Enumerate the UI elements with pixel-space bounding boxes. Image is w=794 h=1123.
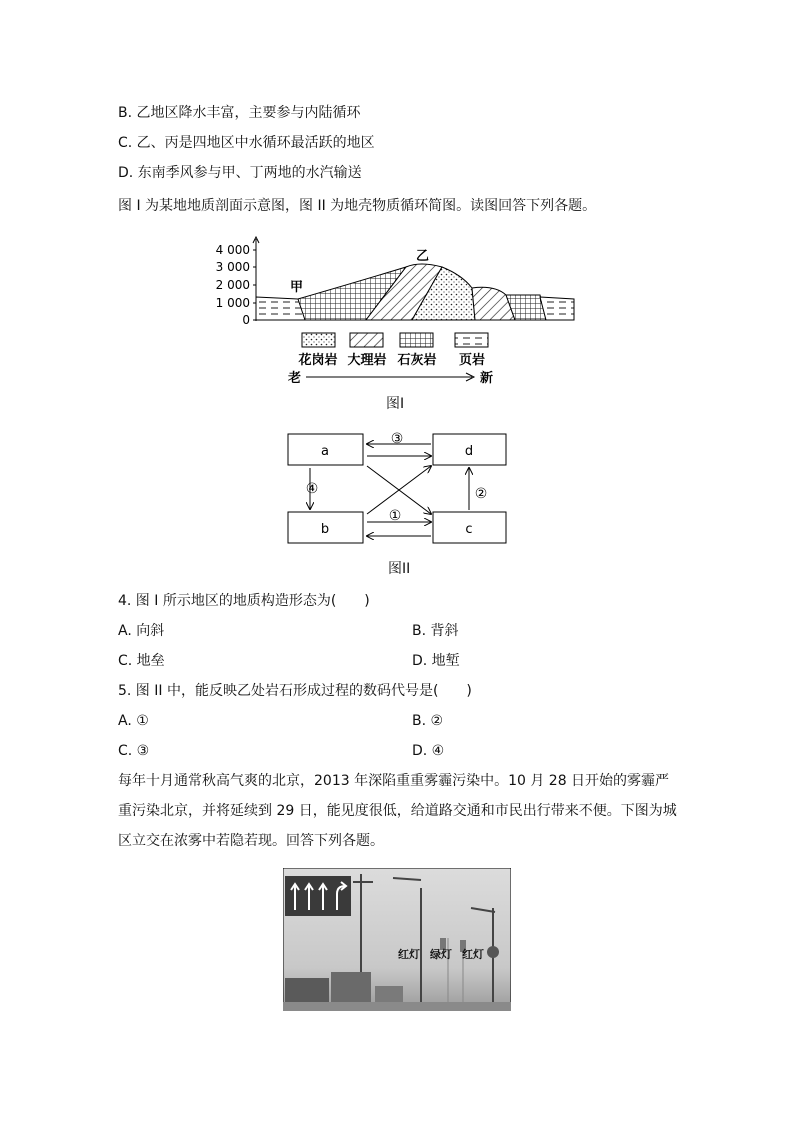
axis-new: 新 [480, 371, 494, 386]
legend-shale: 页岩 [458, 353, 486, 368]
option-d-prev: D. 东南季风参与甲、丁两地的水汽输送 [118, 165, 362, 181]
y-tick-1000: 1 000 [215, 296, 250, 310]
box-c-label: c [465, 522, 473, 537]
axis-old: 老 [288, 371, 302, 386]
legend-swatch-granite [302, 333, 335, 347]
question-5-stem: 5. 图 II 中，能反映乙处岩石形成过程的数码代号是( ) [118, 683, 472, 699]
question-4-stem: 4. 图 I 所示地区的地质构造形态为( ) [118, 593, 370, 609]
photo-label-red-1: 红灯 [398, 948, 420, 961]
question-5-option-b: B. ② [412, 713, 444, 729]
figure-1-caption: 图I [386, 396, 405, 412]
label-2: ② [474, 486, 488, 502]
rock-cycle-figure [285, 428, 515, 550]
photo-label-red-2: 红灯 [462, 948, 484, 961]
question-5-option-d: D. ④ [412, 743, 445, 759]
legend-swatch-shale [455, 333, 488, 347]
question-4-option-c: C. 地垒 [118, 653, 165, 669]
photo-label-green: 绿灯 [430, 948, 452, 961]
label-jia: 甲 [290, 280, 304, 295]
legend-marble: 大理岩 [347, 353, 387, 368]
legend-limestone: 石灰岩 [397, 353, 437, 368]
question-5-option-a: A. ① [118, 713, 149, 729]
car [375, 986, 403, 1002]
option-b-prev: B. 乙地区降水丰富，主要参与内陆循环 [118, 105, 361, 121]
legend-swatch-limestone [400, 333, 433, 347]
label-4: ④ [305, 481, 319, 497]
legend-granite: 花岗岩 [298, 353, 338, 368]
y-tick-0: 0 [242, 313, 250, 327]
label-3: ③ [390, 431, 404, 447]
y-tick-2000: 2 000 [215, 278, 250, 292]
traffic-light-icon [487, 946, 499, 958]
question-4-option-d: D. 地堑 [412, 653, 460, 669]
marble-right [472, 287, 515, 320]
bus-center [331, 972, 371, 1002]
box-b-label: b [320, 522, 330, 537]
label-1: ① [388, 508, 402, 524]
y-tick-4000: 4 000 [215, 243, 250, 257]
box-d-label: d [464, 444, 474, 459]
bus-left [285, 978, 329, 1002]
shale-right [540, 297, 574, 320]
question-5-option-c: C. ③ [118, 743, 150, 759]
figure-2-caption: 图II [388, 561, 411, 577]
box-a-label: a [321, 444, 329, 459]
question-4-option-b: B. 背斜 [412, 623, 459, 639]
geologic-section-figure [210, 233, 590, 393]
smog-photo [283, 868, 511, 1011]
smog-passage: 每年十月通常秋高气爽的北京，2013 年深陷重重雾霾污染中。10 月 28 日开始的雾霾严重污染北京，并将延续到 29 日，能见度很低，给道路交通和市民出行带来不便。下图为城区立交在浓雾中若隐若现。回答下列各题。 [118, 773, 677, 849]
option-c-prev: C. 乙、丙是四地区中水循环最活跃的地区 [118, 135, 375, 151]
y-tick-3000: 3 000 [215, 260, 250, 274]
question-4-option-a: A. 向斜 [118, 623, 165, 639]
label-yi: 乙 [416, 249, 430, 264]
figure-intro: 图 I 为某地地质剖面示意图，图 II 为地壳物质循环简图。读图回答下列各题。 [118, 198, 597, 214]
legend-swatch-marble [350, 333, 383, 347]
